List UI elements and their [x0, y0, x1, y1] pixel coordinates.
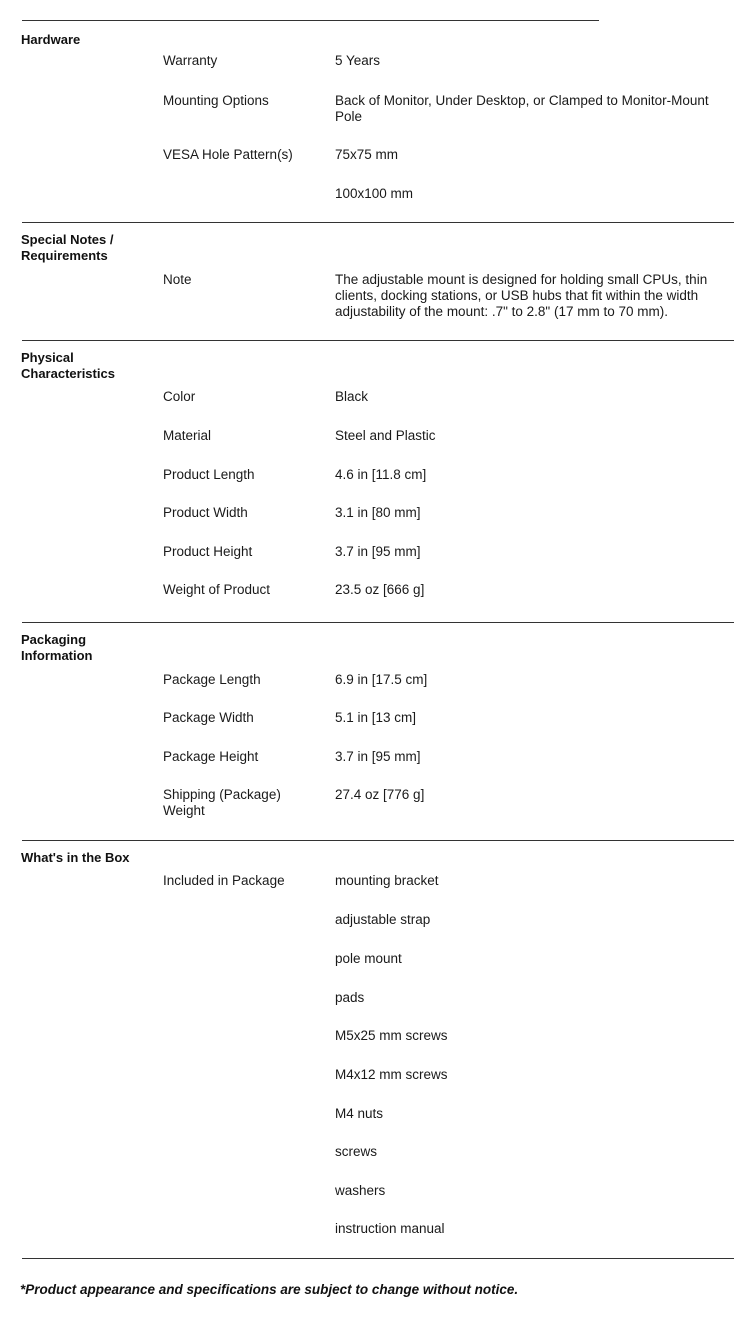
spec-value: 75x75 mm — [335, 147, 399, 162]
spec-value: M4x12 mm screws — [335, 1067, 448, 1082]
spec-value: 6.9 in [17.5 cm] — [335, 672, 428, 687]
spec-label: Package Height — [163, 749, 259, 764]
spec-label: Mounting Options — [163, 93, 269, 108]
spec-label: Product Length — [163, 467, 255, 482]
spec-label: Warranty — [163, 53, 218, 68]
spec-label: Note — [163, 272, 192, 287]
section-divider — [22, 340, 734, 341]
spec-value: 23.5 oz [666 g] — [335, 582, 425, 597]
spec-value: The adjustable mount is designed for holding small CPUs, thin clients, docking stations, or USB hubs that fit within the width adjustability of the mount: .7" to 2.8" (17 mm to 70 mm). — [335, 272, 708, 319]
section-title: Physical Characteristics — [21, 350, 115, 381]
spec-label: Product Width — [163, 505, 248, 520]
spec-value: 27.4 oz [776 g] — [335, 787, 425, 802]
spec-label: Material — [163, 428, 212, 443]
section-divider — [22, 840, 734, 841]
spec-value: Black — [335, 389, 369, 404]
section-title: Special Notes / Requirements — [21, 232, 114, 263]
top-divider — [22, 20, 599, 21]
section-divider — [22, 222, 734, 223]
spec-label: Color — [163, 389, 196, 404]
spec-value: 5 Years — [335, 53, 381, 68]
spec-value: 3.1 in [80 mm] — [335, 505, 421, 520]
section-title: Hardware — [21, 32, 81, 47]
spec-value: screws — [335, 1144, 378, 1159]
spec-label: Package Length — [163, 672, 261, 687]
spec-label: Shipping (Package) Weight — [163, 787, 281, 818]
spec-value: pole mount — [335, 951, 402, 966]
spec-value: washers — [335, 1183, 386, 1198]
spec-value: 3.7 in [95 mm] — [335, 749, 421, 764]
spec-value: Steel and Plastic — [335, 428, 436, 443]
spec-label: VESA Hole Pattern(s) — [163, 147, 293, 162]
spec-value: instruction manual — [335, 1221, 445, 1236]
section-title: Packaging Information — [21, 632, 93, 663]
spec-value: 4.6 in [11.8 cm] — [335, 467, 427, 482]
spec-label: Package Width — [163, 710, 254, 725]
section-divider — [22, 622, 734, 623]
spec-value: pads — [335, 990, 365, 1005]
section-divider — [22, 1258, 734, 1259]
spec-value: M5x25 mm screws — [335, 1028, 448, 1043]
spec-label: Included in Package — [163, 873, 285, 888]
spec-value: mounting bracket — [335, 873, 439, 888]
spec-value: 3.7 in [95 mm] — [335, 544, 421, 559]
spec-label: Product Height — [163, 544, 253, 559]
spec-value: M4 nuts — [335, 1106, 384, 1121]
footnote: *Product appearance and specifications are subject to change without notice. — [20, 1282, 519, 1297]
section-title: What's in the Box — [21, 850, 130, 865]
spec-value: 100x100 mm — [335, 186, 414, 201]
spec-value: Back of Monitor, Under Desktop, or Clamped to Monitor-Mount Pole — [335, 93, 709, 124]
spec-value: adjustable strap — [335, 912, 431, 927]
spec-value: 5.1 in [13 cm] — [335, 710, 417, 725]
spec-label: Weight of Product — [163, 582, 271, 597]
